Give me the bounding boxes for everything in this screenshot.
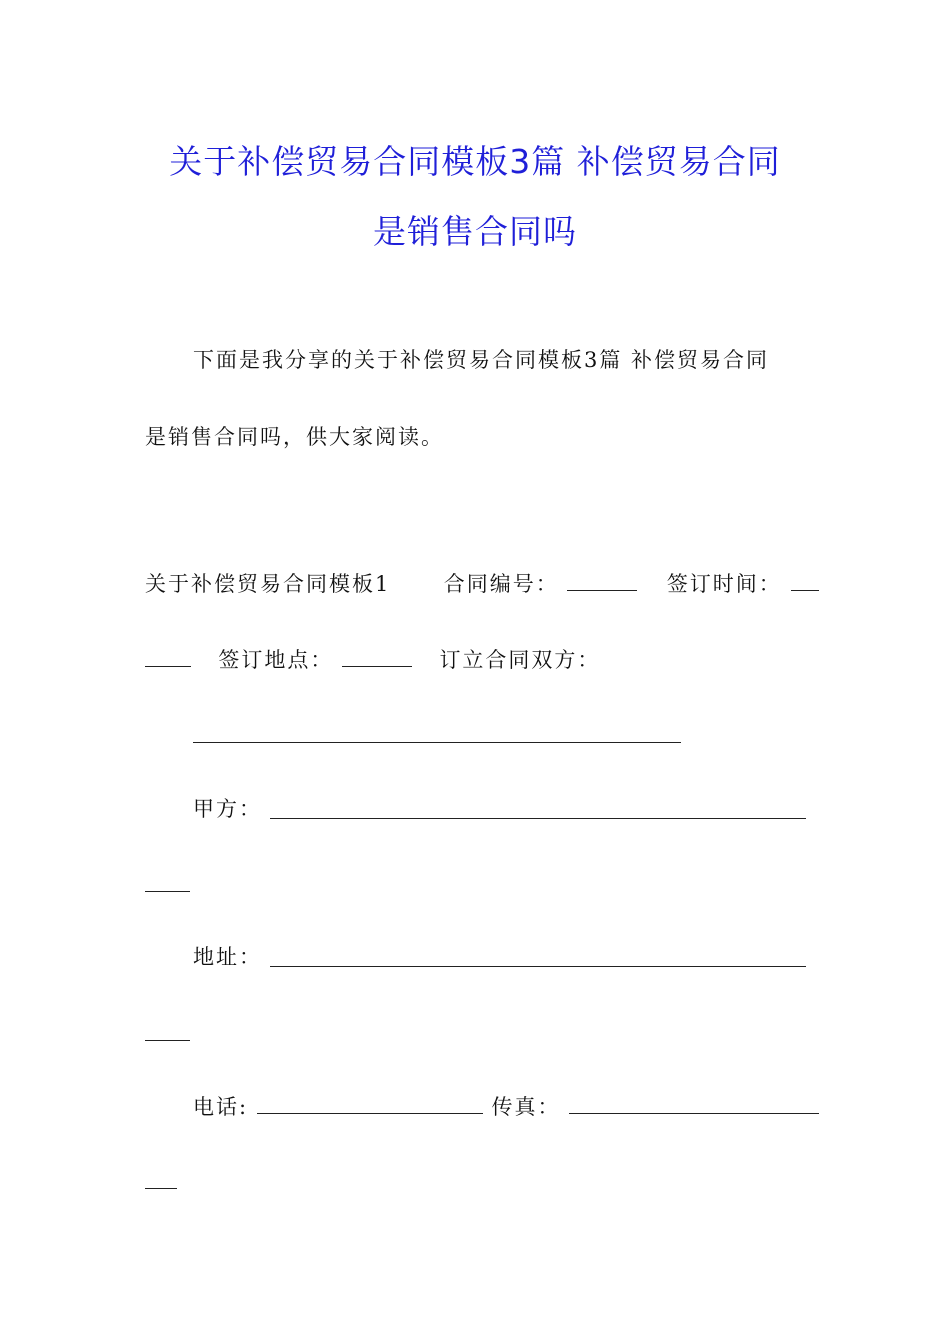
sign-place-line — [145, 646, 600, 674]
contract-heading: 关于补偿贸易合同模板1 — [145, 572, 391, 596]
contract-heading-line — [145, 570, 819, 598]
address-label: 地址： — [193, 945, 262, 969]
parties-label: 订立合同双方： — [439, 648, 601, 672]
sign-time-blank-start[interactable] — [791, 572, 819, 591]
intro-line-1: 下面是我分享的关于补偿贸易合同模板3篇 补偿贸易合同 — [193, 348, 770, 372]
title-line-2: 是销售合同吗 — [373, 212, 577, 251]
sign-time-blank-end[interactable] — [145, 648, 191, 667]
sign-time-label: 签订时间： — [666, 572, 782, 596]
title-line-1: 关于补偿贸易合同模板3篇 补偿贸易合同 — [169, 142, 781, 181]
party-a-label: 甲方： — [193, 797, 262, 821]
intro-line-2: 是销售合同吗，供大家阅读。 — [145, 425, 444, 449]
fax-blank-continued[interactable] — [145, 1188, 177, 1189]
parties-blank[interactable] — [193, 742, 681, 743]
address-blank[interactable] — [270, 966, 806, 967]
phone-blank[interactable] — [257, 1095, 483, 1114]
contract-number-label: 合同编号： — [443, 572, 559, 596]
contract-number-blank[interactable] — [567, 572, 637, 591]
sign-place-label: 签订地点： — [218, 648, 334, 672]
fax-label: 传真： — [491, 1095, 561, 1119]
fax-blank[interactable] — [569, 1095, 819, 1114]
sign-place-blank[interactable] — [342, 648, 412, 667]
phone-fax-line — [193, 1093, 819, 1121]
party-a-blank-continued[interactable] — [145, 891, 190, 892]
party-a-blank[interactable] — [270, 818, 806, 819]
phone-label: 电话: — [193, 1095, 249, 1119]
address-blank-continued[interactable] — [145, 1040, 190, 1041]
